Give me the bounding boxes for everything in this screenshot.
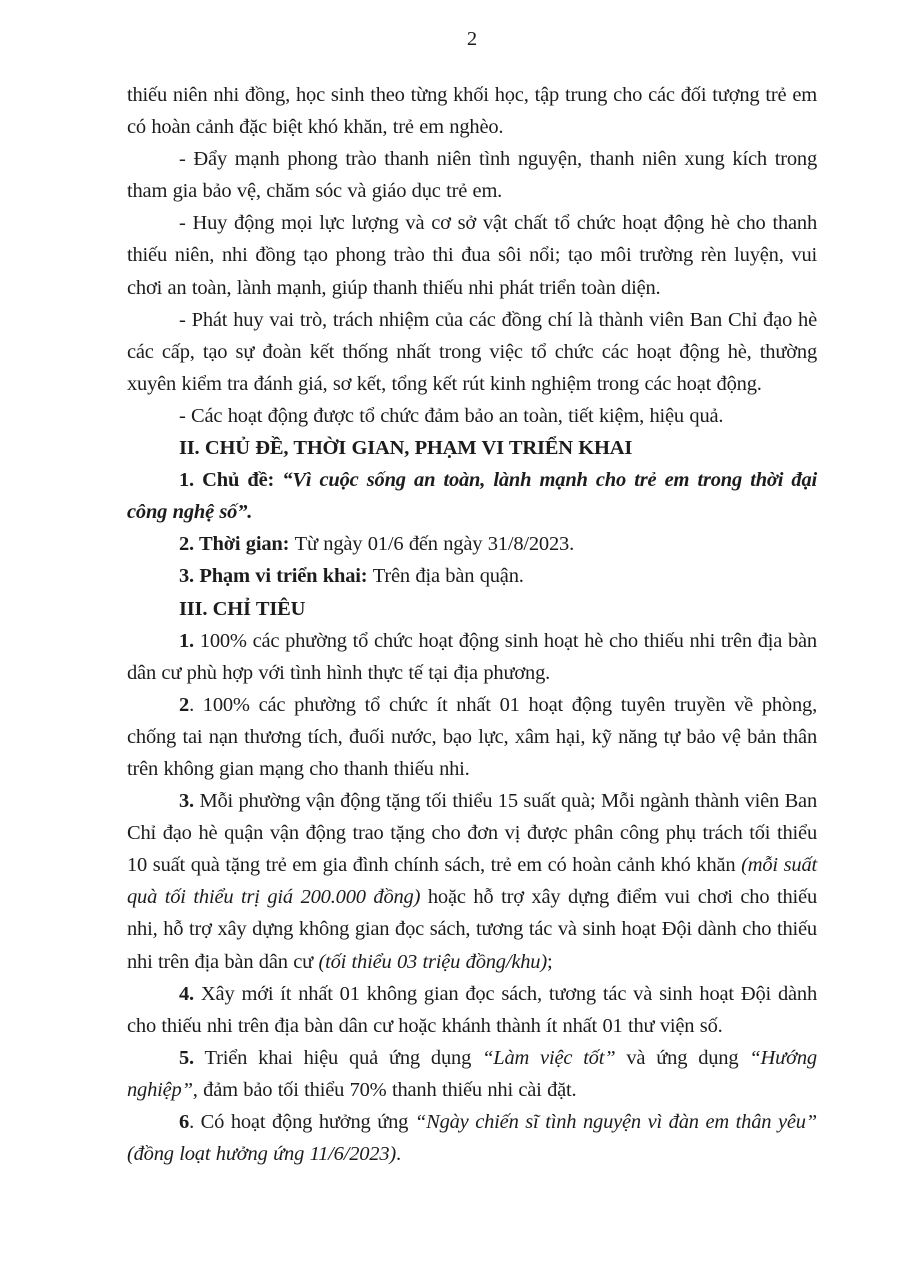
italic-run: (đồng loạt hưởng ứng 11/6/2023): [127, 1143, 397, 1166]
paragraph: [127, 464, 817, 528]
paragraph: [127, 528, 817, 560]
italic-run: (tối thiểu 03 triệu đồng/khu): [318, 950, 547, 973]
paragraph: [127, 625, 817, 689]
paragraph: [127, 560, 817, 592]
paragraph: [127, 689, 817, 785]
paragraph: [127, 1106, 817, 1170]
text-run: - Các hoạt động được tổ chức đảm bảo an toàn, tiết kiệm, hiệu quả.: [179, 404, 724, 427]
paragraph: [127, 593, 817, 625]
italic-run: “Ngày chiến sĩ tình nguyện vì đàn em thân yêu”: [414, 1111, 818, 1133]
bold-run: 2: [179, 693, 190, 716]
text-run: hoặc hỗ trợ xây dựng điểm vui chơi cho thiếu nhi, hỗ trợ xây dựng không gian đọc sách, tương tác và sinh hoạt Đội dành cho thiếu nhi trên địa bàn dân cư: [127, 886, 817, 973]
text-run: - Phát huy vai trò, trách nhiệm của các đồng chí là thành viên Ban Chỉ đạo hè các cấp, tạo sự đoàn kết thống nhất trong việc tổ chức các hoạt động hè, thường xuyên kiểm tra đánh giá, sơ kết, tổng kết rút kinh nghiệm trong các hoạt động.: [127, 308, 817, 395]
paragraph: [127, 207, 817, 303]
text-run: 100% các phường tổ chức hoạt động sinh hoạt hè cho thiếu nhi trên địa bàn dân cư phù hợp với tình hình thực tế tại địa phương.: [127, 629, 817, 684]
bold-run: 1.: [179, 629, 194, 652]
paragraph: [127, 1042, 817, 1106]
paragraph: [127, 143, 817, 207]
text-run: Xây mới ít nhất 01 không gian đọc sách, tương tác và sinh hoạt Đội dành cho thiếu nhi trên địa bàn dân cư hoặc khánh thành ít nhất 01 thư viện số.: [127, 982, 817, 1037]
text-run: và ứng dụng: [615, 1046, 750, 1069]
italic-run: “Hướng nghiệp”: [127, 1046, 817, 1101]
paragraph: [127, 785, 817, 978]
bold-run: II. CHỦ ĐỀ, THỜI GIAN, PHẠM VI TRIỂN KHAI: [179, 437, 633, 460]
text-run: Trên địa bàn quận.: [372, 565, 524, 588]
text-run: thiếu niên nhi đồng, học sinh theo từng khối học, tập trung cho các đối tượng trẻ em có hoàn cảnh đặc biệt khó khăn, trẻ em nghèo.: [127, 84, 817, 139]
page-number: 2: [466, 28, 478, 50]
paragraph: [127, 978, 817, 1042]
bold-run: 3. Phạm vi triển khai:: [179, 565, 373, 588]
bold-run: 5.: [179, 1046, 194, 1069]
paragraph: [127, 400, 817, 432]
text-run: , đảm bảo tối thiểu 70% thanh thiếu nhi cài đặt.: [192, 1078, 577, 1101]
italic-run: (mỗi suất quà tối thiểu trị giá 200.000 đồng): [127, 854, 817, 909]
bold-run: 3.: [179, 790, 194, 813]
bold-run: 1. Chủ đề:: [179, 469, 283, 492]
paragraph: [127, 304, 817, 400]
bold-run: 2. Thời gian:: [179, 533, 295, 556]
text-run: ;: [546, 950, 553, 973]
text-run: .: [396, 1143, 401, 1166]
bold-run: III. CHỈ TIÊU: [179, 597, 306, 620]
text-run: Triển khai hiệu quả ứng dụng: [193, 1046, 483, 1069]
text-run: - Đẩy mạnh phong trào thanh niên tình nguyện, thanh niên xung kích trong tham gia bảo vệ, chăm sóc và giáo dục trẻ em.: [127, 148, 817, 203]
text-run: Mỗi phường vận động tặng tối thiểu 15 suất quà; Mỗi ngành thành viên Ban Chỉ đạo hè quận vận động trao tặng cho đơn vị được phân công phụ trách tối thiểu 10 suất quà tặng trẻ em gia đình chính sách, trẻ em có hoàn cảnh khó khăn: [127, 790, 817, 877]
bold-italic-run: “Vì cuộc sống an toàn, lành mạnh cho trẻ em trong thời đại công nghệ số”.: [127, 469, 818, 524]
document-body: [127, 79, 817, 1170]
bold-run: 6: [179, 1111, 190, 1133]
paragraph: [127, 79, 817, 143]
bold-run: 4.: [179, 982, 194, 1005]
text-run: . Có hoạt động hưởng ứng: [189, 1111, 415, 1133]
paragraph: [127, 432, 817, 464]
italic-run: “Làm việc tốt”: [482, 1046, 616, 1069]
text-run: - Huy động mọi lực lượng và cơ sở vật chất tổ chức hoạt động hè cho thanh thiếu niên, nhi đồng tạo phong trào thi đua sôi nổi; tạo môi trường rèn luyện, vui chơi an toàn, lành mạnh, giúp thanh thiếu nhi phát triển toàn diện.: [127, 212, 817, 299]
text-run: . 100% các phường tổ chức ít nhất 01 hoạt động tuyên truyền về phòng, chống tai nạn thương tích, đuối nước, bạo lực, xâm hại, kỹ năng tự bảo vệ bản thân trên không gian mạng cho thanh thiếu nhi.: [127, 693, 817, 780]
text-run: Từ ngày 01/6 đến ngày 31/8/2023.: [294, 533, 574, 556]
